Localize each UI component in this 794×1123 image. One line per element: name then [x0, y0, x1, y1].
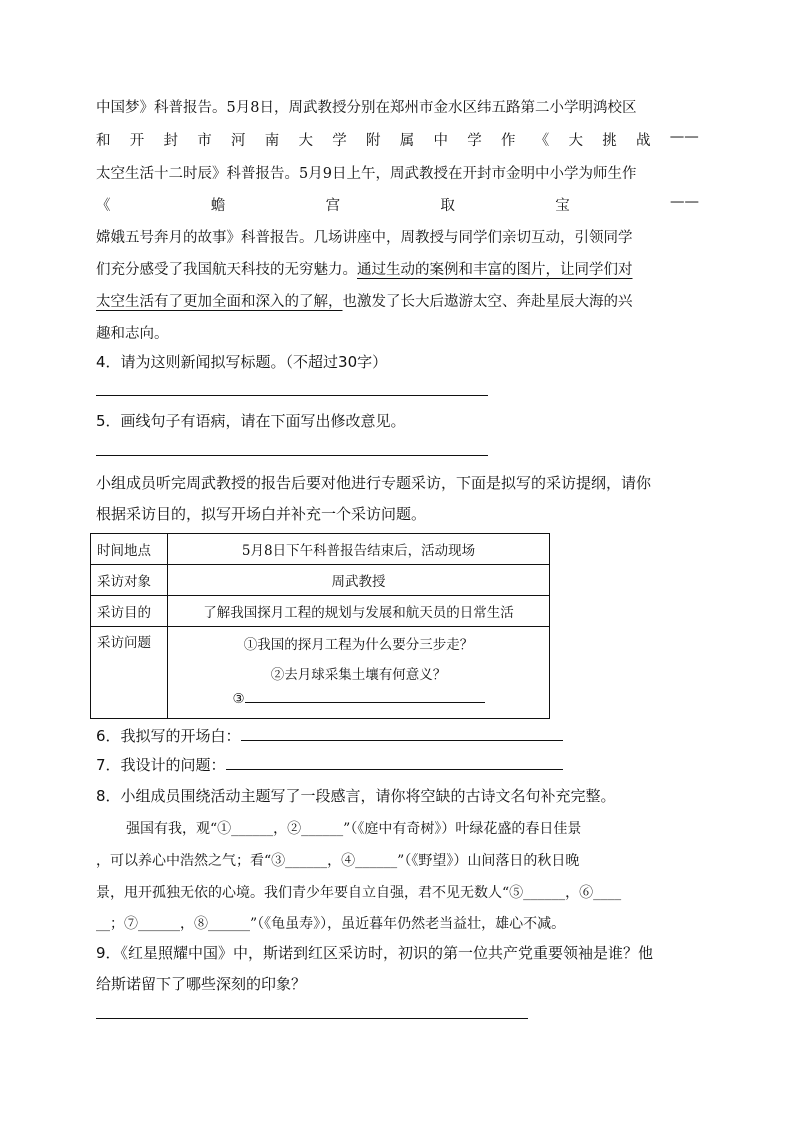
question-6-label: 6．我拟写的开场白： [96, 727, 241, 745]
question-7-label: 7．我设计的问题： [96, 756, 226, 774]
question-7 [96, 754, 563, 775]
passage-line-1: 中国梦》科普报告。5月8日，周武教授分别在郑州市金水区纬五路第二小学明鸿校区 [96, 100, 637, 116]
passage-token: 《 [96, 198, 111, 214]
passage-text: 也激发了长大后遨游太空、奔赴星辰大海的兴 [342, 294, 633, 310]
row-key: 采访问题 [91, 627, 168, 719]
poem-text: 强国有我，观“①______，②______”（《庭中有奇树》）叶绿花盛的春日佳景 [126, 821, 582, 837]
underlined-sentence: 太空生活有了更加全面和深入的了解， [96, 294, 343, 310]
passage-line-6 [96, 258, 633, 279]
interview-question-2: ②去月球采集土壤有何意义？ [270, 667, 447, 683]
table-row [91, 565, 550, 596]
answer-line-4[interactable] [96, 395, 488, 396]
passage-token: 中 [433, 133, 448, 149]
passage-line-4 [96, 194, 699, 215]
passage-token: —— [669, 194, 699, 210]
passage-token: 市 [197, 133, 212, 149]
question-5: 5．画线句子有语病，请在下面写出修改意见。 [96, 412, 406, 430]
passage-token: 大 [298, 133, 313, 149]
passage-token: 河 [231, 133, 246, 149]
passage-token: 挑 [602, 133, 617, 149]
answer-blank-6[interactable] [241, 739, 563, 741]
passage-token: 封 [163, 133, 178, 149]
question-3-marker: ③ [232, 691, 245, 707]
passage-token: 南 [264, 133, 280, 149]
passage-token: 取 [440, 198, 455, 214]
row-value [168, 627, 550, 719]
passage-token: 和 [96, 133, 111, 149]
table-row [91, 534, 550, 565]
passage-token: 宝 [555, 198, 570, 214]
interview-outline-table [90, 533, 550, 719]
passage-token: 属 [399, 133, 415, 149]
table-row [91, 627, 550, 719]
passage-token: 作 [501, 133, 516, 149]
answer-blank[interactable] [245, 701, 485, 703]
passage-line-2 [96, 129, 699, 150]
passage-token: —— [669, 129, 699, 145]
underlined-sentence: 通过生动的案例和丰富的图片，让同学们对 [357, 262, 633, 278]
passage-token: 《 [534, 133, 550, 149]
passage-line-7 [96, 290, 633, 311]
question-6 [96, 725, 563, 746]
passage-text: 们充分感受了我国航天科技的无穷魅力。 [96, 262, 357, 278]
poem-line-4: __；⑦______，⑧______”（《龟虽寿》），虽近暮年仍然老当益壮，雄心不减。 [96, 916, 566, 932]
row-value: 了解我国探月工程的规划与发展和航天员的日常生活 [168, 596, 550, 627]
row-key: 时间地点 [91, 534, 168, 565]
passage-line-8: 趣和志向。 [96, 326, 169, 342]
question-8: 8．小组成员围绕活动主题写了一段感言，请你将空缺的古诗文名句补充完整。 [96, 787, 616, 805]
poem-line-1 [96, 818, 581, 838]
intro-line-1: 小组成员听完周武教授的报告后要对他进行专题采访，下面是拟写的采访提纲，请你 [96, 474, 652, 492]
poem-line-3: 景，甩开孤独无依的心境。我们青少年要自立自强，君不见无数人“⑤______，⑥____ [96, 885, 622, 901]
passage-token: 开 [129, 133, 145, 149]
interview-question-3 [174, 691, 543, 715]
passage-token: 学 [467, 133, 482, 149]
row-value: 5月8日下午科普报告结束后，活动现场 [168, 534, 550, 565]
interview-question-1: ①我国的探月工程为什么要分三步走？ [243, 637, 474, 653]
passage-line-5: 嫦娥五号奔月的故事》科普报告。几场讲座中，周教授与同学们亲切互动，引领同学 [96, 230, 633, 246]
answer-blank-7[interactable] [226, 768, 563, 770]
row-key: 采访目的 [91, 596, 168, 627]
intro-line-2: 根据采访目的，拟写开场白并补充一个采访问题。 [96, 505, 427, 523]
passage-token: 学 [332, 133, 347, 149]
answer-line-5[interactable] [96, 455, 488, 456]
passage-token: 宫 [325, 198, 341, 214]
row-value: 周武教授 [168, 565, 550, 596]
poem-line-2: ，可以养心中浩然之气；看“③______，④______”（《野望》）山间落日的秋日晚 [96, 853, 580, 869]
row-key: 采访对象 [91, 565, 168, 596]
question-9-line-2: 给斯诺留下了哪些深刻的印象？ [96, 975, 307, 993]
table-row [91, 596, 550, 627]
passage-token: 战 [636, 133, 651, 149]
question-4: 4．请为这则新闻拟写标题。（不超过30字） [96, 353, 388, 371]
passage-token: 蟾 [210, 198, 226, 214]
passage-line-3: 太空生活十二时辰》科普报告。5月9日上午，周武教授在开封市金明中小学为师生作 [96, 166, 637, 182]
question-9-line-1: 9．《红星照耀中国》中，斯诺到红区采访时，初识的第一位共产党重要领袖是谁？他 [96, 944, 654, 962]
answer-line-9[interactable] [96, 1018, 528, 1019]
passage-token: 大 [568, 133, 583, 149]
passage-token: 附 [366, 133, 381, 149]
